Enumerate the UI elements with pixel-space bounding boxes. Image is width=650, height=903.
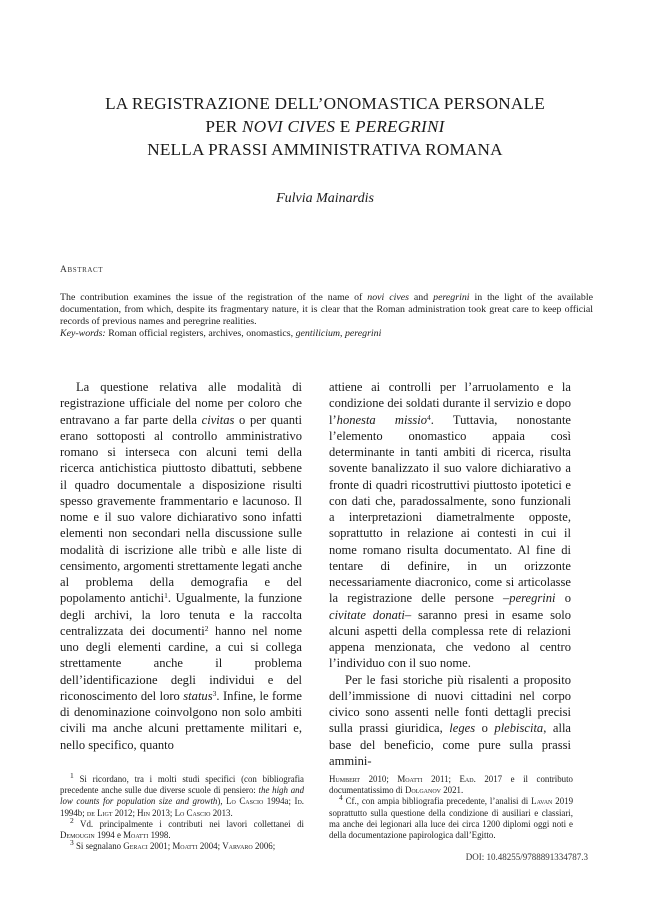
keywords (60, 328, 593, 340)
footnotes-left (60, 771, 305, 852)
abstract-text (60, 292, 593, 340)
footnote-text: 2001; (147, 841, 173, 852)
footnote-text: 2006; (252, 841, 276, 852)
body-column-right (329, 379, 571, 769)
citation-author: Varvaro (222, 841, 253, 852)
citation-author: Demougin (60, 830, 95, 841)
body-column-left (60, 379, 302, 753)
citation-author: Lavan (531, 796, 553, 807)
text-segment: La questione relativa alle modalità di registrazione ufficiale del nome per coloro che entravano a far parte della (60, 380, 302, 427)
title-text: E (335, 117, 355, 136)
italic-term: leges (449, 721, 476, 736)
citation-author: Hin (137, 807, 150, 818)
text-segment: attiene ai controlli per l’arruolamento e la condizione dei soldati durante il servizio e dopo l’ (329, 380, 571, 427)
footnote-ref[interactable]: 4 (427, 412, 431, 422)
title-italic: NOVI CIVES (242, 117, 336, 136)
footnote-text: 2011; (422, 774, 460, 784)
keyword-italic: gentilicium (295, 328, 341, 340)
paper-title (60, 92, 590, 161)
footnote-text: 2010; (360, 774, 398, 784)
footnote-text: 2012; (112, 807, 138, 818)
footnote-number: 1 (70, 771, 74, 780)
text-segment: , alla base del beneficio, come pure sulla prassi ammini- (329, 721, 571, 768)
citation-author: Lo Cascio (226, 796, 264, 807)
footnote-text: 1994a; (263, 796, 295, 807)
keyword-italic: peregrini (344, 328, 382, 340)
text-segment: – saranno presi in esame solo alcuni aspetti della complessa rete di relazioni appena menzionata, che vedono al centro l’individuo con il suo nome. (329, 607, 571, 671)
footnote-3-continued (329, 774, 573, 796)
keywords-text: Roman official registers, archives, onomastics, (105, 328, 296, 340)
abstract-segment: and (408, 292, 434, 303)
footnote-text: ), (217, 796, 227, 807)
abstract-heading: Abstract (60, 265, 104, 275)
citation-author: Moatti (123, 830, 149, 841)
footnote-2 (60, 815, 304, 841)
footnote-text: 1994 e (94, 830, 124, 841)
footnote-text: 2017 e il contributo documentatissimo di (329, 774, 573, 796)
citation-author: de Ligt (86, 807, 113, 818)
citation-author: Lo Cascio (174, 807, 211, 818)
footnote-text: 1998. (148, 830, 171, 841)
footnote-ref[interactable]: 1 (164, 591, 168, 601)
italic-term: peregrini (509, 591, 556, 606)
footnote-text: 2013. (210, 807, 233, 818)
footnote-text: Si segnalano (73, 841, 124, 852)
text-segment: o (555, 591, 571, 606)
title-line-3: NELLA PRASSI AMMINISTRATIVA ROMANA (147, 140, 503, 159)
footnote-text: 2019 soprattutto sulla questione della condizione di ausiliari e classiari, ma anche dei legionari alla luce dei circa 1200 diplomi oggi noti e della documentazione papirologica dall’Egitto. (329, 796, 574, 841)
italic-term: honesta missio (336, 412, 428, 427)
footnote-number: 2 (70, 815, 74, 825)
footnote-number: 4 (339, 793, 343, 803)
text-segment: o (475, 721, 495, 736)
footnote-text: Cf., con ampia bibliografia precedente, l’analisi di (342, 796, 532, 807)
abstract-body (60, 292, 593, 328)
text-segment: . Ugualmente, la funzione degli archivi, la loro tenuta e la raccolta centralizzata dei documenti (60, 591, 302, 638)
footnote-ref[interactable]: 2 (204, 623, 209, 633)
text-segment: . Tuttavia, nonostante l’elemento onomastico appaia così determinante in tanti ambiti di ricerca, risulta sovente banalizzato il suo valore dichiarativo a fronte di quadri ricostruttivi piuttosto ipotetici e con dati che, paradossalmente, sono funzionali a interpretazioni diametralmente opposte, soprattutto in relazione ai contesti in cui il nome romano risulta documentato. Al fine di tentare di definire, in un orizzonte necessariamente diacronico, come si articolasse la registrazione delle persone – (329, 412, 571, 606)
citation-author: Dolganov (404, 785, 442, 796)
author-name: Fulvia Mainardis (276, 191, 374, 206)
keywords-label: Key-words: (60, 328, 106, 340)
body-paragraph (329, 672, 571, 770)
text-segment: hanno nel nome uno degli elementi cardine, a cui si collega strettamente anche il problema dell’identificazione degli individui e del riconoscimento del loro (60, 623, 302, 703)
body-paragraph (60, 379, 302, 753)
footnote-text: 2021. (441, 785, 464, 796)
footnote-text: Si ricordano, tra i molti studi specifici (con bibliografia precedente anche sulle due diverse scuole di pensiero: (60, 774, 304, 796)
footnote-text: 2013; (149, 807, 175, 818)
abstract-italic: novi cives (367, 292, 409, 303)
footnote-text: 1994b; (60, 807, 87, 818)
footnote-text: 2004; (197, 841, 223, 852)
text-segment: Per le fasi storiche più risalenti a proposito dell’immissione di nuovi cittadini nel corpo civico sono assenti nelle fonti dettagli precisi sulla prassi giuridica, (329, 672, 571, 736)
citation-author: Ead. (459, 774, 476, 784)
doi-label[interactable]: DOI: 10.48255/9788891334787.3 (465, 852, 588, 862)
footnote-4 (329, 793, 574, 841)
text-segment: o per quanti erano sottoposti al controllo amministrativo romano si interseca con alcuni temi della ricerca antichistica piuttosto dibattuti, sebbene il quadro documentale a disposizione risulti spesso gravemente frammentario e lacunoso. Il nome e il suo valore dichiarativo sono infatti elementi non secondari nella discussione sulle modalità di iscrizione alle tribù e alle liste di censimento, argomenti strettamente legati anche al problema della demografia e del popolamento antichi (60, 412, 302, 606)
footnote-text: Vd. principalmente i contributi nei lavori collettanei di (73, 818, 304, 829)
abstract-segment: in the light of the available documentation, from which, despite its fragmentary nature, it is clear that the Roman administration took great care to keep official records of previous names and peregrine realities. (60, 292, 593, 328)
title-text: PER (205, 117, 243, 136)
citation-author: Humbert (329, 774, 361, 784)
italic-term: civitate donati (329, 607, 405, 622)
footnotes-right (329, 774, 573, 841)
citation-author: Id. (294, 796, 304, 807)
citation-author: Moatti (397, 774, 423, 784)
italic-term: civitas (201, 412, 235, 427)
italic-term: plebiscita (494, 721, 544, 736)
footnote-number: 3 (70, 838, 74, 848)
footnote-3 (60, 838, 304, 852)
title-line-1: LA REGISTRAZIONE DELL’ONOMASTICA PERSONALE (105, 94, 545, 113)
abstract-italic: peregrini (433, 292, 470, 303)
body-paragraph (329, 379, 571, 672)
title-line-2 (60, 115, 590, 138)
title-italic: PEREGRINI (354, 117, 445, 136)
footnote-ref[interactable]: 3 (212, 688, 217, 698)
keywords-sep: , (340, 328, 345, 340)
citation-author: Moatti (172, 841, 198, 852)
text-segment: . Infine, le forme di denominazione coinvolgono non solo ambiti civili ma anche alcuni prettamente militari e, nello specifico, quanto (60, 688, 302, 752)
italic-term: status (183, 688, 213, 703)
abstract-segment: The contribution examines the issue of the registration of the name of (60, 292, 368, 303)
citation-author: Geraci (123, 841, 148, 852)
footnote-italic: the high and low counts for population size and growth (60, 785, 305, 807)
footnote-1 (60, 771, 305, 819)
